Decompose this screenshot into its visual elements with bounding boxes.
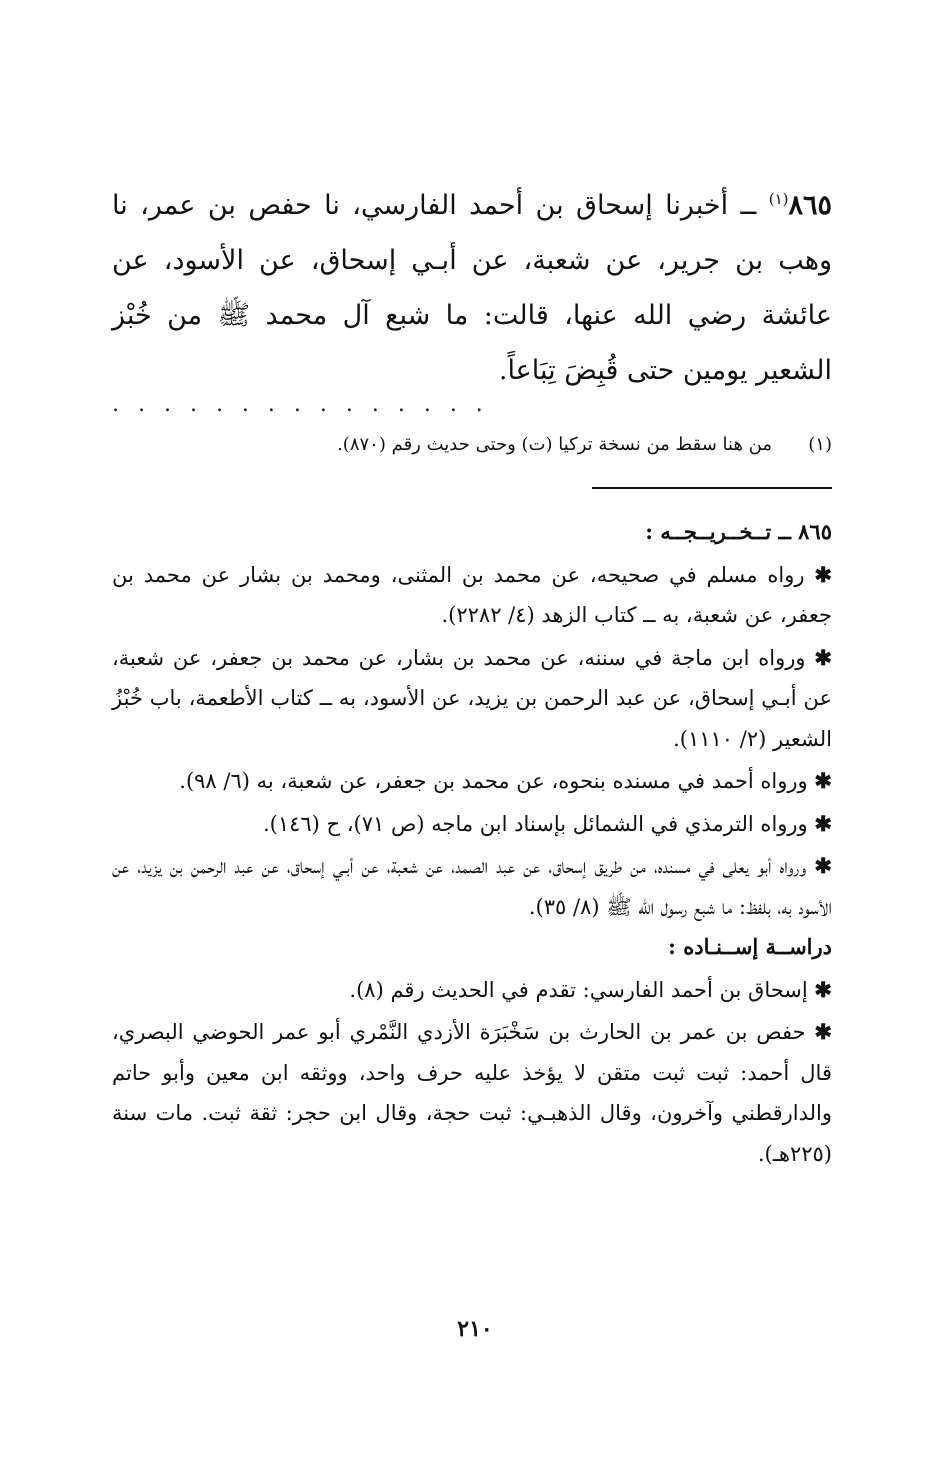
footnote-separator: . . . . . . . . . . . . . . . <box>112 392 489 417</box>
bullet-star-icon: ✱ <box>814 561 832 587</box>
section-divider <box>592 487 832 489</box>
bullet-star-icon: ✱ <box>814 768 832 793</box>
bullet-star-icon: ✱ <box>814 810 832 836</box>
bullet-star-icon: ✱ <box>814 853 832 878</box>
hadith-text <box>112 178 832 398</box>
isnad-item: ✱ حفص بن عمر بن الحارث بن سَخْبَرَة الأزدي النَّمْري أبو عمر الحوضي البصري، قال أحمد: ثبت ثبت متقن لا يؤخذ عليه حرف واحد، ووثقه ابن معين وأبو حاتم والدارقطني وآخرون، وقال الذهبـي: ثبت حجة، وقال ابن حجر: ثقة ثبت. مات سنة (٢٢٥هـ). <box>112 1019 832 1166</box>
isnad-heading: دراســة إســنـاده : <box>668 934 832 959</box>
bullet-star-icon: ✱ <box>814 644 832 670</box>
footnote <box>112 428 832 462</box>
isnad-item: ✱ إسحاق بن أحمد الفارسي: تقدم في الحديث رقم (٨). <box>349 976 832 1002</box>
bullet-star-icon: ✱ <box>814 976 832 1002</box>
commentary-section <box>112 512 832 1174</box>
takhrij-item: ✱ ورواه ابن ماجة في سننه، عن محمد بن بشار، عن محمد بن جعفر، عن شعبة، عن أبـي إسحاق، عن عبد الرحمن بن يزيد، عن الأسود، به ــ كتاب الأطعمة، باب خُبْزُ الشعير (٢/ ١١١٠). <box>112 644 832 751</box>
bullet-star-icon: ✱ <box>814 1019 832 1044</box>
takhrij-item: ✱ رواه مسلم في صحيحه، عن محمد بن المثنى، ومحمد بن بشار عن محمد بن جعفر، عن شعبة، به ــ كتاب الزهد (٤/ ٢٢٨٢). <box>112 561 832 627</box>
footnote-mark: (١) <box>808 434 832 455</box>
takhrij-item: ✱ ورواه الترمذي في الشمائل بإسناد ابن ماجه (ص ٧١)، ح (١٤٦). <box>262 810 832 836</box>
takhrij-heading: ٨٦٥ ــ تــخــريــجــه : <box>645 519 832 544</box>
takhrij-item: ✱ ورواه أحمد في مسنده بنحوه، عن محمد بن جعفر، عن شعبة، به (٦/ ٩٨). <box>179 768 832 793</box>
footnote-reference: (١) <box>768 190 789 208</box>
footnote-text: من هنا سقط من نسخة تركيا (ت) وحتى حديث رقم (٨٧٠). <box>337 434 772 455</box>
page-number: ٢١٠ <box>457 1316 493 1342</box>
hadith-body: ــ أخبرنا إسحاق بن أحمد الفارسي، نا حفص بن عمر، نا وهب بن جرير، عن شعبة، عن أبـي إسحاق، عن الأسود، عن عائشة رضي الله عنها، قالت: ما شبع آل محمد ﷺ من خُبْز الشعير يومين حتى قُبِضَ تِبَاعاً. <box>112 190 832 386</box>
hadith-number: ٨٦٥ <box>788 190 832 221</box>
takhrij-item: ✱ ورواه أبو يعلى في مسنده، من طريق إسحاق، عن عبد الصمد، عن شعبة، عن أبـي إسحاق، عن عبد الرحمن بن يزيد، عن الأسود به، بلفظ: ما شبع رسول الله ﷺ (٨/ ٣٥). <box>112 853 832 919</box>
